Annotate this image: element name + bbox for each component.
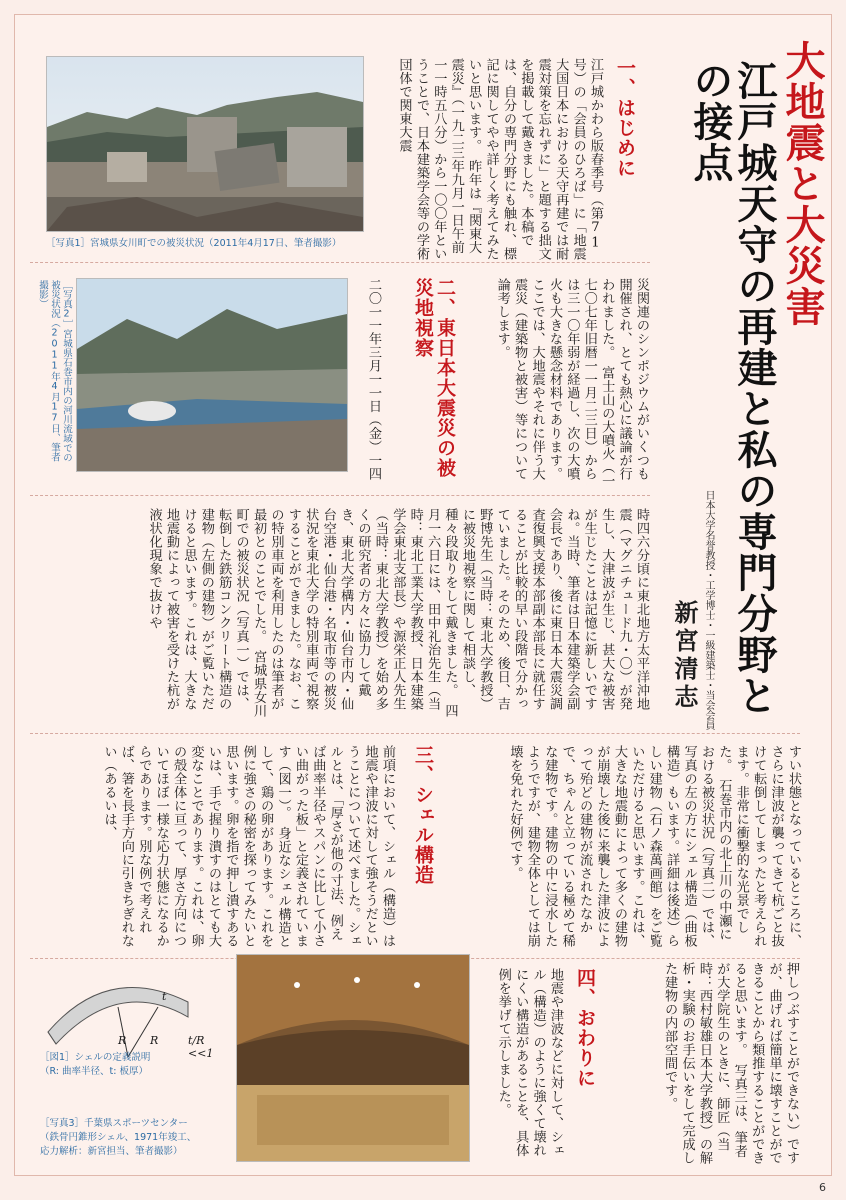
fig1-caption-1: ［図1］シェルの定義説明 (40, 1052, 151, 1063)
main-title: 大地震と大災害 (779, 40, 825, 327)
sub-title: 江戸城天守の再建と私の専門分野との接点 (687, 60, 777, 716)
text-s3b: 押しつぶすことができない）ですが、曲げれば簡単に壊すことができることから類推することができると思います。 写真三は、筆者が大学院生のときに、師匠（当時：西村敏雄日本大学教授）の解析・実験のお手伝いをして完成した建物の内部空間です。 (662, 962, 799, 1165)
author-affiliation: 日本大学名誉教授・工学博士・一級建築士・当会会員 (703, 490, 714, 730)
photo-ishinomaki-image (77, 279, 347, 471)
heading-s3: 三、シェル構造 (412, 745, 434, 885)
text-s4: 地震や津波などに対して、シェル（構造）のように強くて壊れにくい構造があることを、具体例を挙げて示しました。 (495, 968, 563, 1157)
text-s1: 江戸城かわら版春季号（第71号）の「会員のひろば」に「地震大国日本における天守再建では耐震対策を忘れずに」と題する拙文を掲載して戴きました。本稿では、自分の専門分野にも触れ、標記に関してやや詳しく考えてみたいと思います。 昨年は『関東大震災』（一九二三年九月一日午前一一時五八分）から一〇〇年ということで、日本建築学会等の学術団体で関東大震 (396, 58, 603, 261)
author-name: 新宮清志 (670, 600, 699, 712)
page-number: 6 (819, 1181, 826, 1194)
text-s2b: 時四六分頃に東北地方太平洋沖地震（マグニチュード九・〇）が発生し、大津波が生じ、甚大な被害が生じたことは記憶に新しいですね。当時、筆者は日本建築学会副会長であり、後に東日本大震災調査復興支援本部副本部長に就任することが比較的早い段階で分かっていました。そのため、後日、吉野博先生（当時：東北大学教授）に被災地視察に関して相談し、種々段取りをして戴きました。 四月一六日には、田中礼治先生（当時：東北工業大学教授、日本建築学会東北支部長）や源栄正人先生（当時：東北大学教授）を始め多くの研究者の方々に協力して戴き、東北大学構内・仙台市内・仙台空港・仙台港・名取市等の被災状況を東北大学の特別車両で視察することができました。なお、この特別車両を利用したのは筆者が最初とのことでした。 宮城県女川町での被災状況（写真一）では、転倒した鉄筋コンクリート構造の建物（左側の建物）がご覧いただけると思います。これは、大きな地震動によって被害を受けた杭が液状化現象で抜けや (146, 508, 649, 718)
photo-onagawa-image (47, 57, 363, 231)
photo-sports-center-image (237, 955, 469, 1161)
photo-sports-center (236, 954, 470, 1162)
photo3-caption-2: （鉄骨円錐形シェル、1971年竣工、 (40, 1132, 197, 1143)
fig1-formula: t/R <<1 (188, 1034, 214, 1060)
text-s1b: 災関連のシンポジウムがいくつも開催され、とても熱心に議論が行われました。 富士山の大噴火（一七〇七年旧暦一一月二三日）からは三一〇年弱が経過し、次の大噴火も大きな懸念材料であります。ここでは、大地震やそれに伴う大震災（建築物と被害）等について論考します。 (494, 278, 649, 488)
fig1-label-r: R (118, 1034, 127, 1047)
fig1-label-t: t (162, 990, 167, 1003)
heading-s2: 二、東日本大震災の被災地視察 (412, 278, 456, 478)
fig1-label-r2: R (150, 1034, 159, 1047)
photo-onagawa (46, 56, 364, 232)
photo3-caption-3: 応力解析：新宮担当、筆者撮影） (40, 1146, 183, 1157)
photo2-caption: ［写真2］宮城県石巻市内の河川流域での被災状況（2011年4月17日、筆者撮影） (37, 280, 72, 462)
heading-s4: 四、おわりに (574, 968, 596, 1088)
divider-3 (30, 733, 800, 734)
heading-s1: 一、はじめに (614, 58, 636, 178)
divider-1 (30, 262, 650, 263)
text-s2c: すい状態となっているところに、さらに津波が襲ってきて杭ごと抜けて転倒してしまったと考えられます。非常に衝撃的な光景でした。 石巻市内の北上川の中瀬における被災状況（写真二）では、写真の左の方にシェル構造（曲板構造）もいます。詳細は後述）らしい建物（石ノ森萬画館）をご覧いただけると思います。これは、大きな地震動によって多くの建物が崩壊した後に来襲した津波によって殆どの建物が流されたなかで、ちゃんと立っている極めて稀な建物です。建物の中に浸水したようですが、建物全体としては崩壊を免れた好例です。 (507, 745, 801, 948)
photo1-caption: ［写真1］宮城県女川町での被災状況（2011年4月17日、筆者撮影） (46, 238, 342, 249)
photo-ishinomaki (76, 278, 348, 472)
fig1-caption-2: （R: 曲率半径、t: 板厚） (40, 1066, 148, 1077)
divider-2 (30, 495, 650, 496)
photo3-caption-1: ［写真3］千葉県スポーツセンター (40, 1118, 188, 1129)
text-s2: 二〇一一年三月一一日（金）一四 (366, 278, 381, 481)
text-s3: 前項において、シェル（構造）は地震や津波に対して強そうだということについて述べました。シェルとは、「厚さが他の寸法、例えば曲率半径やスパンに比して小さい曲がった板」と定義されています（図一）。 身近なシェル構造として、鶏の卵があります。これを例に強さの秘密を探ってみたいと思います。卵を指で押し潰すあるいは、手で握り潰すのはとても大変なことであります。これは、卵の殻全体に亘って、厚さ方向についてほぼ一様な応力状態になるからであります。別な例で考えれば、箸を長手方向に引きちぎれない（あるいは、 (101, 745, 395, 948)
